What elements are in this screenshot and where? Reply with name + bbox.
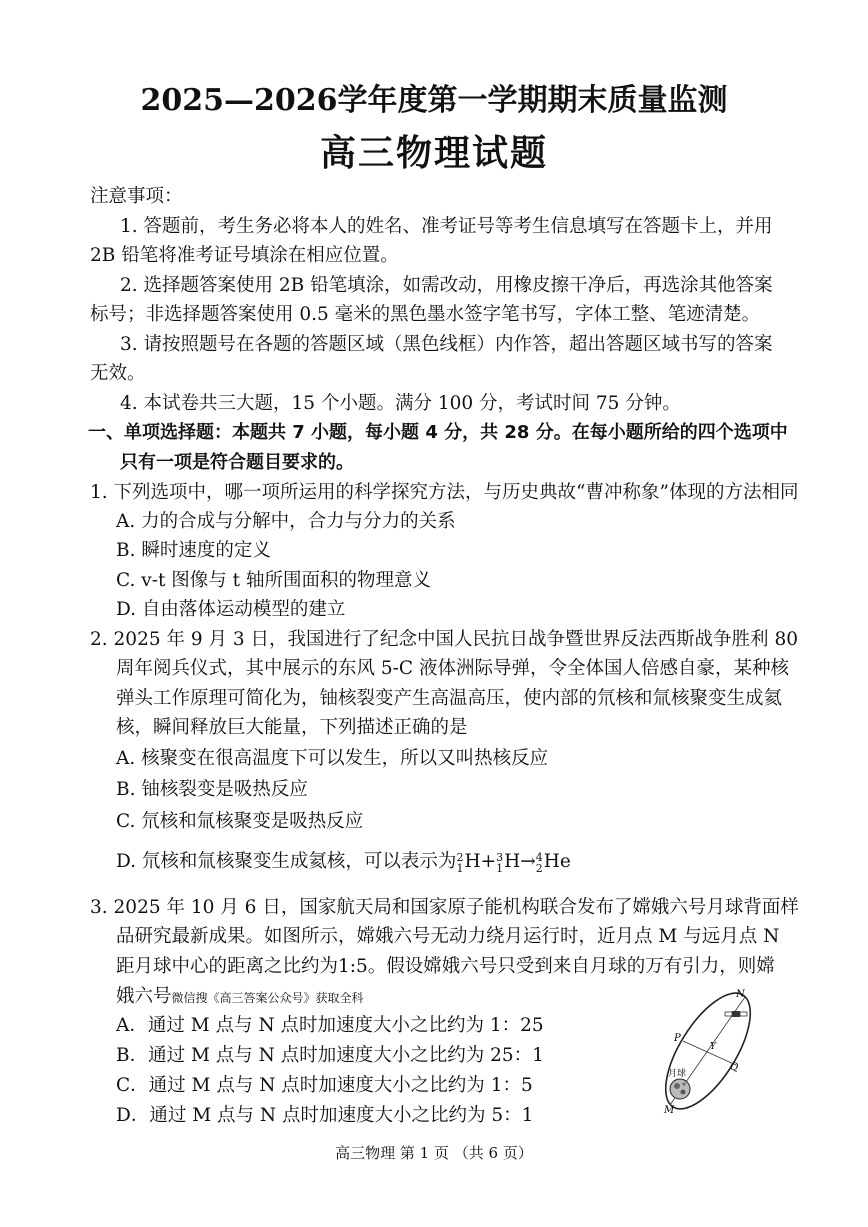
label-moon: 月球 bbox=[668, 1069, 687, 1079]
page-footer: 高三物理 第 1 页 （共 6 页） bbox=[335, 1144, 533, 1162]
plus-sign: + bbox=[480, 851, 497, 872]
q3-stem-line-3: 距月球中心的距离之比约为1:5。假设嫦娥六号只受到来自月球的万有引力，则嫦 bbox=[116, 956, 775, 977]
exam-subtitle: 高三物理试题 bbox=[319, 133, 548, 174]
isotope-symbol-3: He bbox=[543, 851, 571, 872]
watermark-note: 微信搜《高三答案公众号》获取全科 bbox=[171, 991, 364, 1005]
q3-stem-line-2: 品研究最新成果。如图所示，嫦娥六号无动力绕月运行时，近月点 M 与远月点 N bbox=[116, 926, 780, 947]
q2-stem-line-2: 周年阅兵仪式，其中展示的东风 5-C 液体洲际导弹，令全体国人倍感自豪，某种核 bbox=[116, 658, 789, 679]
q1-option-c: C. v-t 图像与 t 轴所围面积的物理意义 bbox=[116, 570, 431, 591]
q2-option-d bbox=[116, 851, 571, 873]
q2-option-c: C. 氘核和氚核聚变是吸热反应 bbox=[116, 811, 364, 832]
q2-stem-line-1: 2. 2025 年 9 月 3 日，我国进行了纪念中国人民抗日战争暨世界反法西斯战争胜利 80 bbox=[90, 629, 798, 650]
note-3-line-2: 无效。 bbox=[90, 363, 146, 384]
isotope-index-3: 4 2 bbox=[535, 851, 543, 875]
label-q: Q bbox=[730, 1062, 739, 1073]
note-1-line-1: 1. 答题前，考生务必将本人的姓名、准考证号等考生信息填写在答题卡上，并用 bbox=[120, 216, 773, 237]
label-y: Y bbox=[710, 1042, 716, 1052]
section-1-heading-cont: 只有一项是符合题目要求的。 bbox=[120, 452, 354, 473]
q3-stem-line-1: 3. 2025 年 10 月 6 日，国家航天局和国家原子能机构联合发布了嫦娥六号月球背面样 bbox=[90, 897, 799, 918]
q1-option-d: D. 自由落体运动模型的建立 bbox=[116, 599, 346, 620]
notes-heading: 注意事项： bbox=[90, 186, 183, 207]
q1-stem: 1. 下列选项中，哪一项所运用的科学探究方法，与历史典故“曹冲称象”体现的方法相同 bbox=[90, 482, 799, 503]
q3-stem-line-4 bbox=[116, 986, 364, 1009]
moon-icon bbox=[670, 1079, 690, 1099]
satellite-icon bbox=[725, 1011, 747, 1017]
q3-option-a: A．通过 M 点与 N 点时加速度大小之比约为 1：25 bbox=[116, 1015, 544, 1036]
note-3-line-1: 3. 请按照题号在各题的答题区域（黑色线框）内作答，超出答题区域书写的答案 bbox=[120, 334, 773, 355]
q1-option-b: B. 瞬时速度的定义 bbox=[116, 540, 271, 561]
exam-title: 2025—2026学年度第一学期期末质量监测 bbox=[140, 83, 728, 118]
isotope-symbol-2: H bbox=[504, 851, 521, 872]
q2-stem-line-3: 弹头工作原理可简化为，铀核裂变产生高温高压，使内部的氘核和氚核聚变生成氦 bbox=[116, 688, 783, 709]
q2-option-a: A. 核聚变在很高温度下可以发生，所以又叫热核反应 bbox=[116, 748, 549, 769]
q3-option-d: D．通过 M 点与 N 点时加速度大小之比约为 5：1 bbox=[116, 1105, 534, 1126]
note-4: 4. 本试卷共三大题，15 个小题。满分 100 分，考试时间 75 分钟。 bbox=[120, 393, 681, 414]
isotope-index-1: 2 1 bbox=[456, 851, 464, 875]
lunar-orbit-figure bbox=[650, 985, 780, 1120]
q3-option-c: C．通过 M 点与 N 点时加速度大小之比约为 1：5 bbox=[116, 1075, 533, 1096]
note-2-line-2: 标号；非选择题答案使用 0.5 毫米的黑色墨水签字笔书写，字体工整、笔迹清楚。 bbox=[90, 304, 761, 325]
q1-option-a: A. 力的合成与分解中，合力与分力的关系 bbox=[116, 511, 456, 532]
label-m: M bbox=[664, 1105, 675, 1116]
isotope-symbol-1: H bbox=[464, 851, 481, 872]
label-p: P bbox=[674, 1033, 681, 1044]
q2-stem-line-4: 核，瞬间释放巨大能量，下列描述正确的是 bbox=[116, 717, 468, 738]
q3-stem-line-4-text: 娥六号 bbox=[116, 986, 172, 1007]
q3-option-b: B．通过 M 点与 N 点时加速度大小之比约为 25：1 bbox=[116, 1045, 544, 1066]
section-1-heading: 一、单项选择题：本题共 7 小题，每小题 4 分，共 28 分。在每小题所给的四个选项中 bbox=[88, 422, 788, 443]
q2-option-d-text: D. 氘核和氚核聚变生成氦核，可以表示为 bbox=[116, 851, 457, 872]
note-1-line-2: 2B 铅笔将准考证号填涂在相应位置。 bbox=[90, 245, 399, 266]
q2-option-b: B. 铀核裂变是吸热反应 bbox=[116, 779, 308, 800]
isotope-index-2: 3 1 bbox=[496, 851, 504, 875]
note-2-line-1: 2. 选择题答案使用 2B 铅笔填涂，如需改动，用橡皮擦干净后，再选涂其他答案 bbox=[120, 275, 773, 296]
arrow-icon: → bbox=[520, 851, 536, 872]
label-n: N bbox=[736, 989, 745, 1000]
